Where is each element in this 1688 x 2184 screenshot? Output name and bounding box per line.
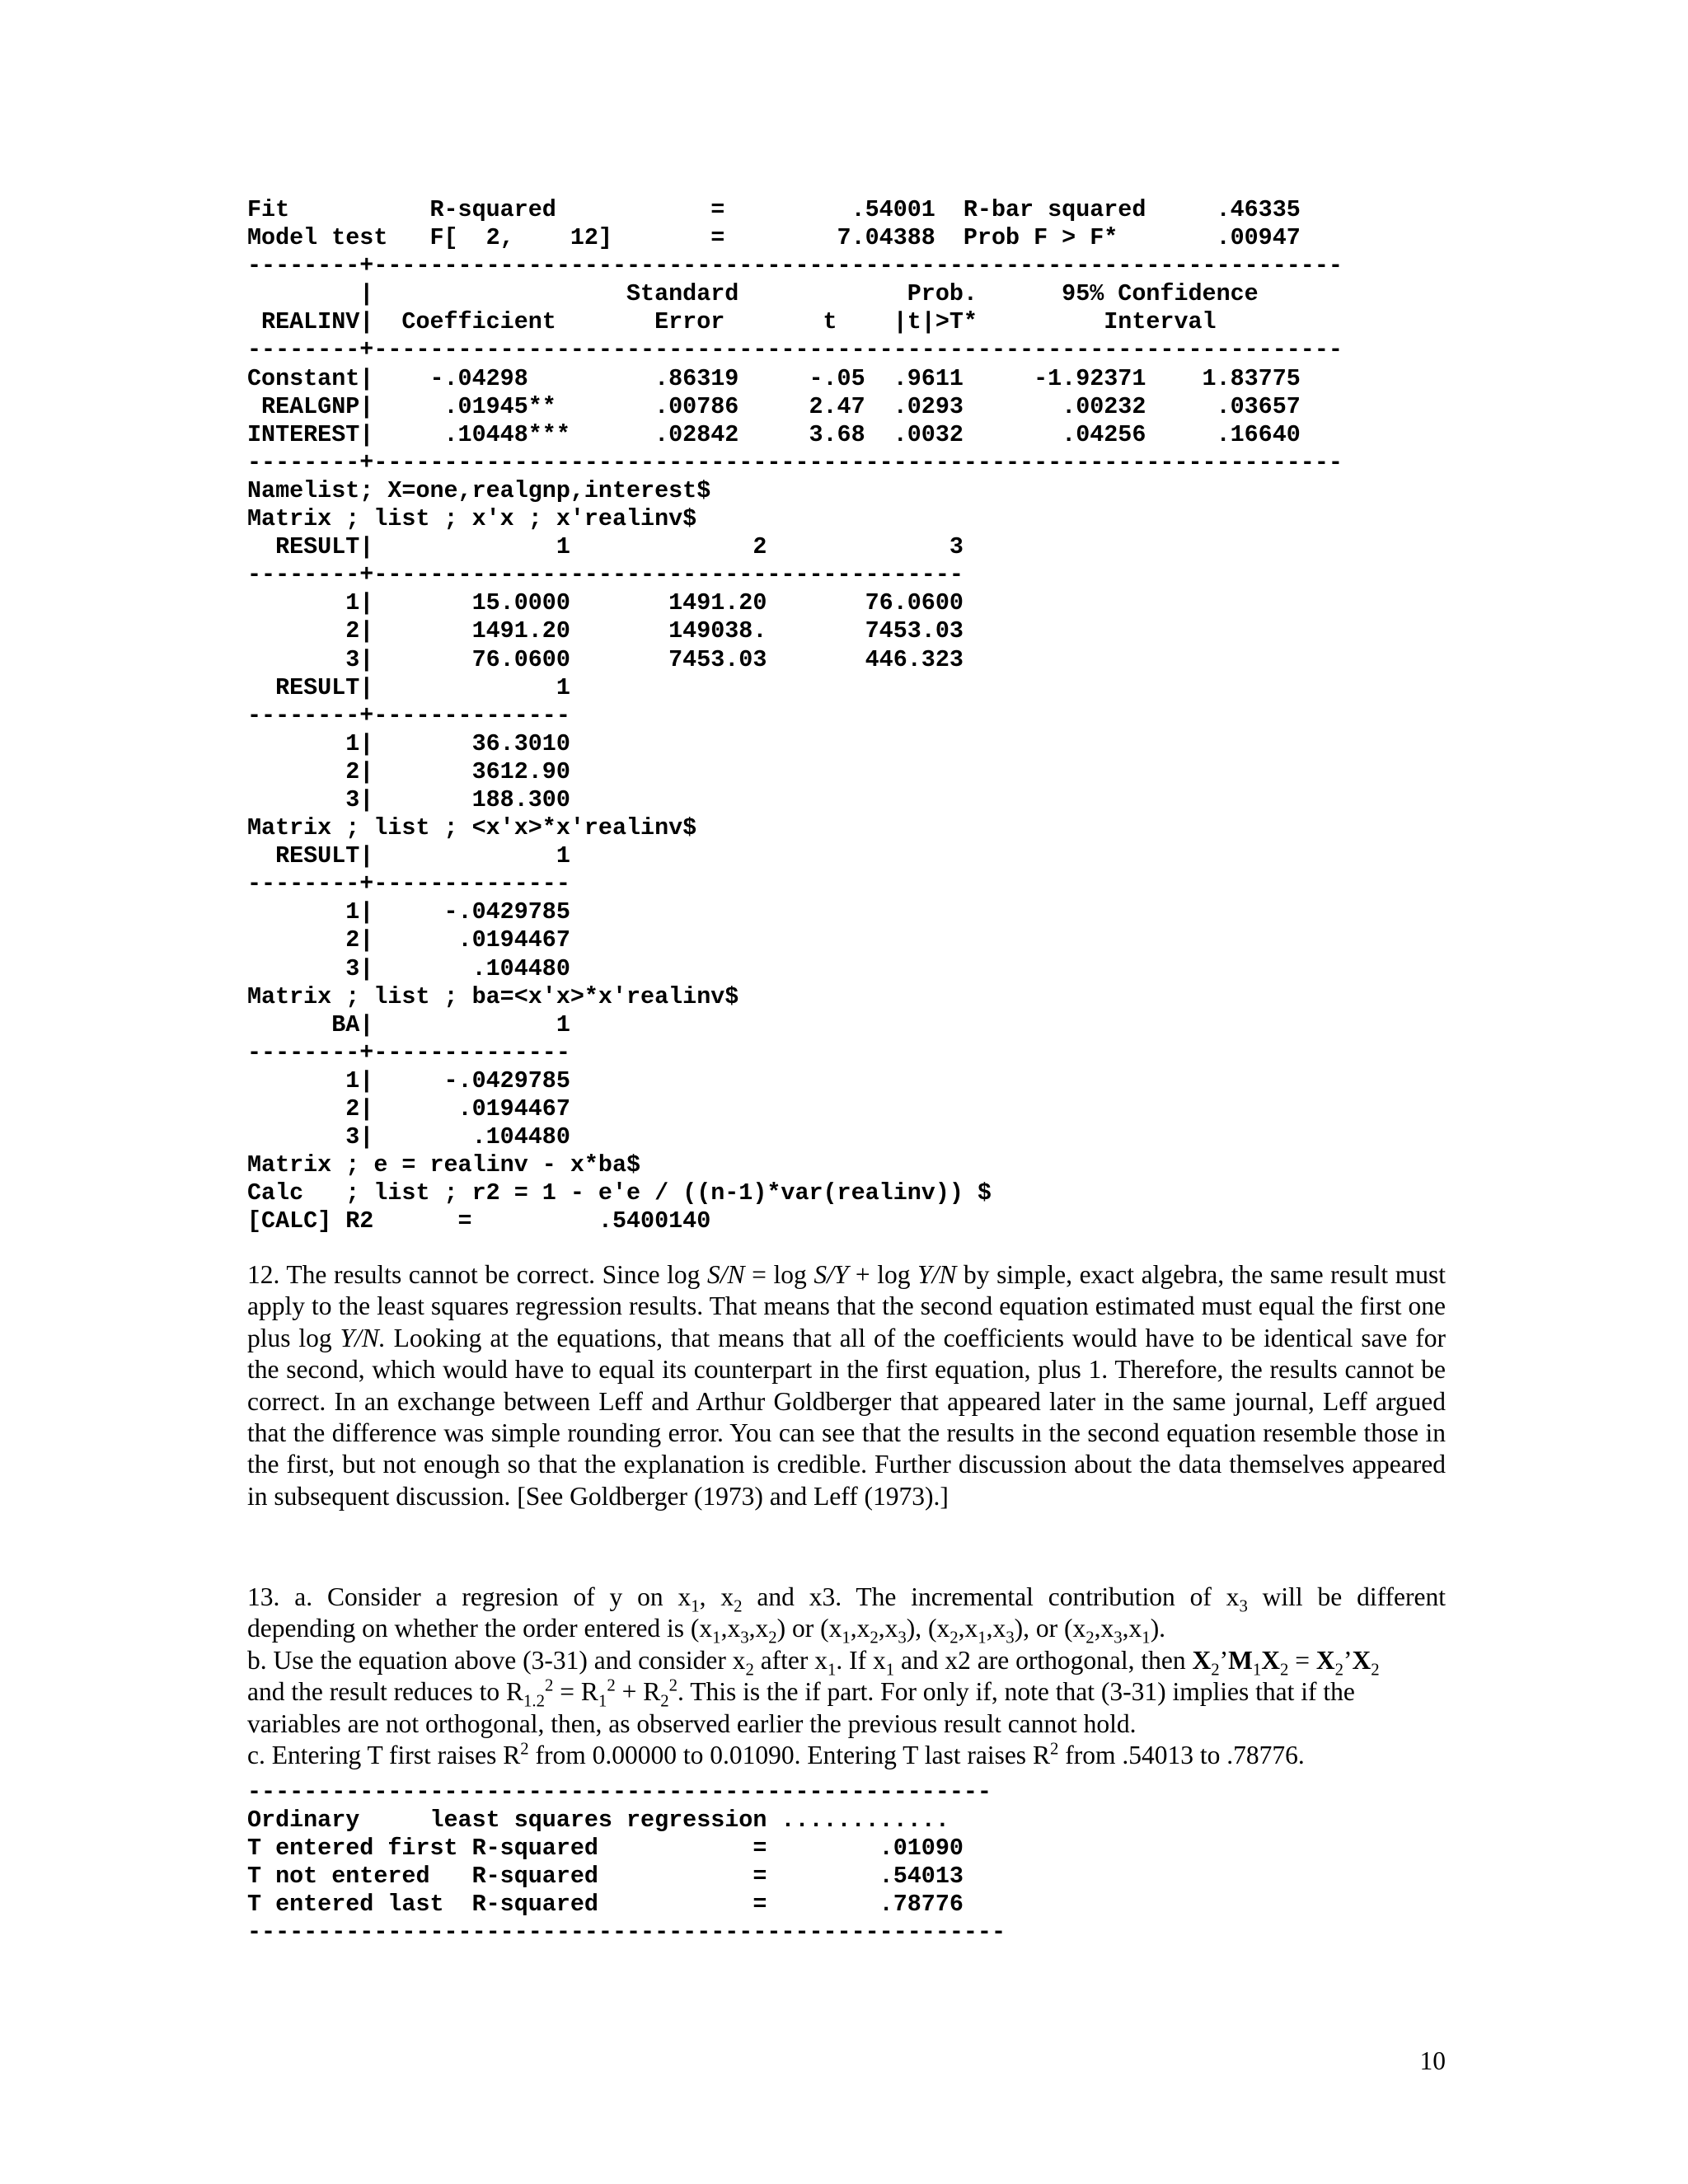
p13-line-a: 13. a. Consider a regresion of y on $x_1$, $x_2$ and x3. The incremental contribution of $x_3$ will be different: [247, 1582, 1446, 1616]
p13-line-b3: variables are not orthogonal, then, as observed earlier the previous result cannot hold.: [247, 1708, 1137, 1738]
paragraph-12: 12. The results cannot be correct. Since log S/N = log S/Y + log Y/N by simple, exact algebra, the same result must apply to the least squares regression results. That means that the second equation estimated must equal the first one plus log Y/N. Looking at the equations, that means that all of the coefficients would have to be identical save for the second, which would have to equal its counterpart in the first equation, plus 1. Therefore, the results cannot be correct. In an exchange between Leff and Arthur Goldberger that appeared later in the same journal, Leff argued that the difference was simple rounding error. You can see that the results in the second equation resemble those in the first, but not enough so that the explanation is credible. Further discussion about the data themselves appeared in subsequent discussion. [See Goldberger (1973) and Leff (1973).]: [247, 1260, 1446, 1511]
r-squared-output-block: ----------------------------------------------------- Ordinary least squares regression ............ T entered first R-squared = .01090 T not entered R-squared = .54013 T entered last R-squared = .78776 ------------------------------------------------------: [247, 1779, 1006, 1947]
p13-line-b2: and the result reduces to $R_{1.2}^2 = R_1^2 + R_2^2$. This is the if part. For only if, note that (3-31) implies that if the: [247, 1675, 1355, 1711]
p13-line-c: c. Entering T first raises $R^2$ from 0.00000 to 0.01090. Entering T last raises $R^2$ from .54013 to .78776.: [247, 1739, 1305, 1770]
paragraph-13: [247, 1582, 1446, 1771]
page-number: 10: [1419, 2046, 1446, 2075]
p13-line-b: b. Use the equation above (3-31) and consider $x_2$ after $x_1$. If $x_1$ and x2 are orthogonal, then $X_2’M_1X_2$ = $X_2’X_2$: [247, 1645, 1380, 1680]
regression-output-block: Fit R-squared = .54001 R-bar squared .46335 Model test F[ 2, 12] = 7.04388 Prob F > F* .00947 --------+--------------------------------------------------------------------- | Standard Prob. 95% Confidence REALINV| Coefficient Error t |t|>T* Interval --------+--------------------------------------------------------------------- Constant| -.04298 .86319 -.05 .9611 -1.92371 1.83775 REALGNP| .01945** .00786 2.47 .0293 .00232 .03657 INTEREST| .10448*** .02842 3.68 .0032 .04256 .16640 --------+--------------------------------------------------------------------- Namelist; X=one,realgnp,interest$ Matrix ; list ; x'x ; x'realinv$ RESULT| 1 2 3 --------+------------------------------------------ 1| 15.0000 1491.20 76.0600 2| 1491.20 149038. 7453.03 3| 76.0600 7453.03 446.323 RESULT| 1 --------+-------------- 1| 36.3010 2| 3612.90 3| 188.300 Matrix ; list ; <x'x>*x'realinv$ RESULT| 1 --------+-------------- 1| -.0429785 2| .0194467 3| .104480 Matrix ; list ; ba=<x'x>*x'realinv$ BA| 1 --------+-------------- 1| -.0429785 2| .0194467 3| .104480 Matrix ; e = realinv - x*ba$ Calc ; list ; r2 = 1 - e'e / ((n-1)*var(realinv)) $ [CALC] R2 = .5400140: [247, 196, 1343, 1235]
p13-line-a2: depending on whether the order entered is $(x_1,x_3,x_2)$ or $(x_1,x_2,x_3)$, $(x_2,x_1,x_3)$, or $(x_2,x_3,x_1)$.: [247, 1614, 1166, 1647]
